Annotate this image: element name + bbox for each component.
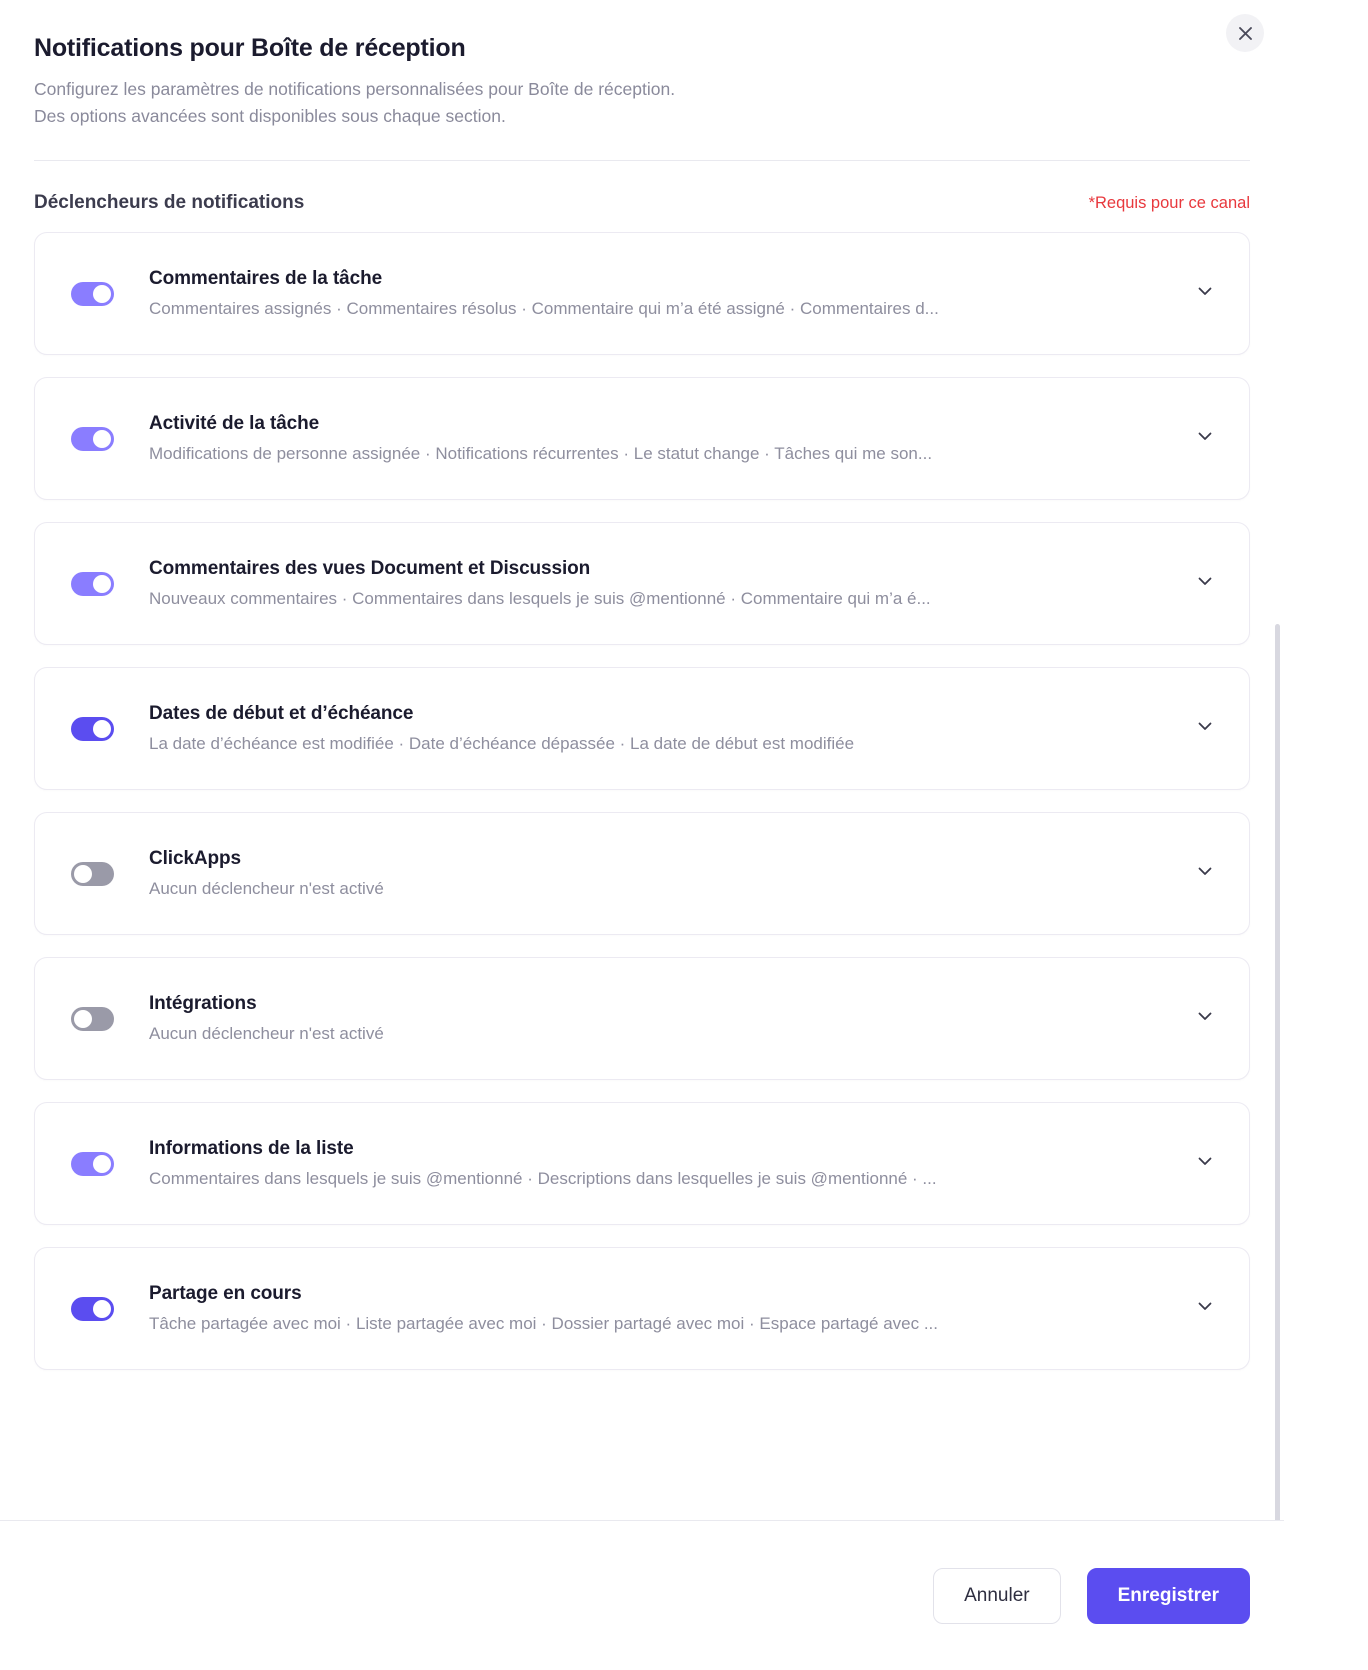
chevron-down-icon (1194, 1005, 1216, 1032)
expand-trigger-button[interactable] (1183, 860, 1227, 887)
trigger-toggle[interactable] (71, 282, 114, 306)
trigger-title: Intégrations (149, 993, 257, 1015)
toggle-wrap (35, 862, 149, 886)
expand-trigger-button[interactable] (1183, 425, 1227, 452)
trigger-title: Dates de début et d’échéance (149, 703, 414, 725)
dialog-backdrop-right (1284, 0, 1368, 1670)
dialog-header (0, 0, 1284, 129)
trigger-toggle[interactable] (71, 572, 114, 596)
trigger-description: Commentaires dans lesquels je suis @mentionné · Descriptions dans lesquelles je suis @mentionné · ... (149, 1169, 937, 1189)
trigger-description: Modifications de personne assignée · Notifications récurrentes · Le statut change · Tâches qui me son... (149, 444, 933, 464)
trigger-description: Nouveaux commentaires · Commentaires dans lesquels je suis @mentionné · Commentaire qui m’a é... (149, 589, 931, 609)
expand-trigger-button[interactable] (1183, 715, 1227, 742)
expand-trigger-button[interactable] (1183, 1005, 1227, 1032)
trigger-card[interactable] (34, 232, 1250, 355)
toggle-wrap (35, 282, 149, 306)
close-icon (1237, 25, 1254, 42)
trigger-description: Tâche partagée avec moi · Liste partagée avec moi · Dossier partagé avec moi · Espace partagé avec ... (149, 1314, 939, 1334)
chevron-down-icon (1194, 1295, 1216, 1322)
toggle-knob (93, 430, 111, 448)
toggle-wrap (35, 1007, 149, 1031)
toggle-knob (93, 1300, 111, 1318)
trigger-text (149, 558, 1183, 609)
chevron-down-icon (1194, 280, 1216, 307)
trigger-text (149, 268, 1183, 319)
dialog-subtitle-line-1: Configurez les paramètres de notifications personnalisées pour Boîte de réception. (34, 79, 676, 99)
trigger-card[interactable] (34, 1247, 1250, 1370)
scrollbar-track[interactable] (1276, 419, 1282, 1520)
trigger-card[interactable] (34, 377, 1250, 500)
chevron-down-icon (1194, 715, 1216, 742)
trigger-card[interactable] (34, 812, 1250, 935)
toggle-wrap (35, 717, 149, 741)
expand-trigger-button[interactable] (1183, 1150, 1227, 1177)
trigger-text (149, 703, 1183, 754)
trigger-description: Commentaires assignés · Commentaires résolus · Commentaire qui m’a été assigné · Commentaires d... (149, 299, 939, 319)
trigger-toggle[interactable] (71, 862, 114, 886)
toggle-wrap (35, 572, 149, 596)
trigger-description: Aucun déclencheur n'est activé (149, 879, 384, 899)
trigger-title: Activité de la tâche (149, 413, 320, 435)
trigger-title: ClickApps (149, 848, 242, 870)
section-title: Déclencheurs de notifications (34, 192, 305, 214)
triggers-section-header (0, 161, 1284, 214)
toggle-wrap (35, 1152, 149, 1176)
trigger-card[interactable] (34, 1102, 1250, 1225)
trigger-description: Aucun déclencheur n'est activé (149, 1024, 384, 1044)
toggle-knob (93, 285, 111, 303)
trigger-description: La date d’échéance est modifiée · Date d’échéance dépassée · La date de début est modifiée (149, 734, 855, 754)
cancel-button[interactable]: Annuler (933, 1568, 1061, 1624)
chevron-down-icon (1194, 860, 1216, 887)
toggle-wrap (35, 427, 149, 451)
trigger-text (149, 993, 1183, 1044)
dialog-footer (0, 1520, 1284, 1670)
trigger-card[interactable] (34, 667, 1250, 790)
chevron-down-icon (1194, 425, 1216, 452)
save-button[interactable]: Enregistrer (1087, 1568, 1250, 1624)
trigger-text (149, 1138, 1183, 1189)
toggle-knob (74, 865, 92, 883)
trigger-title: Commentaires de la tâche (149, 268, 383, 290)
trigger-toggle[interactable] (71, 1007, 114, 1031)
expand-trigger-button[interactable] (1183, 570, 1227, 597)
expand-trigger-button[interactable] (1183, 280, 1227, 307)
toggle-knob (93, 575, 111, 593)
toggle-knob (93, 720, 111, 738)
trigger-toggle[interactable] (71, 717, 114, 741)
trigger-text (149, 1283, 1183, 1334)
trigger-toggle[interactable] (71, 1152, 114, 1176)
dialog-subtitle-line-2: Des options avancées sont disponibles sous chaque section. (34, 105, 506, 126)
close-button[interactable] (1226, 14, 1264, 52)
trigger-text (149, 413, 1183, 464)
expand-trigger-button[interactable] (1183, 1295, 1227, 1322)
trigger-title: Commentaires des vues Document et Discussion (149, 558, 591, 580)
trigger-text (149, 848, 1183, 899)
trigger-toggle[interactable] (71, 427, 114, 451)
chevron-down-icon (1194, 1150, 1216, 1177)
trigger-title: Informations de la liste (149, 1138, 354, 1160)
scrollbar-thumb[interactable] (1275, 624, 1280, 1520)
page-title: Notifications pour Boîte de réception (34, 34, 466, 62)
toggle-knob (93, 1155, 111, 1173)
triggers-list (0, 214, 1284, 1520)
trigger-card[interactable] (34, 957, 1250, 1080)
toggle-knob (74, 1010, 92, 1028)
trigger-title: Partage en cours (149, 1283, 302, 1305)
trigger-toggle[interactable] (71, 1297, 114, 1321)
trigger-card[interactable] (34, 522, 1250, 645)
toggle-wrap (35, 1297, 149, 1321)
chevron-down-icon (1194, 570, 1216, 597)
required-note: *Requis pour ce canal (1088, 194, 1250, 213)
